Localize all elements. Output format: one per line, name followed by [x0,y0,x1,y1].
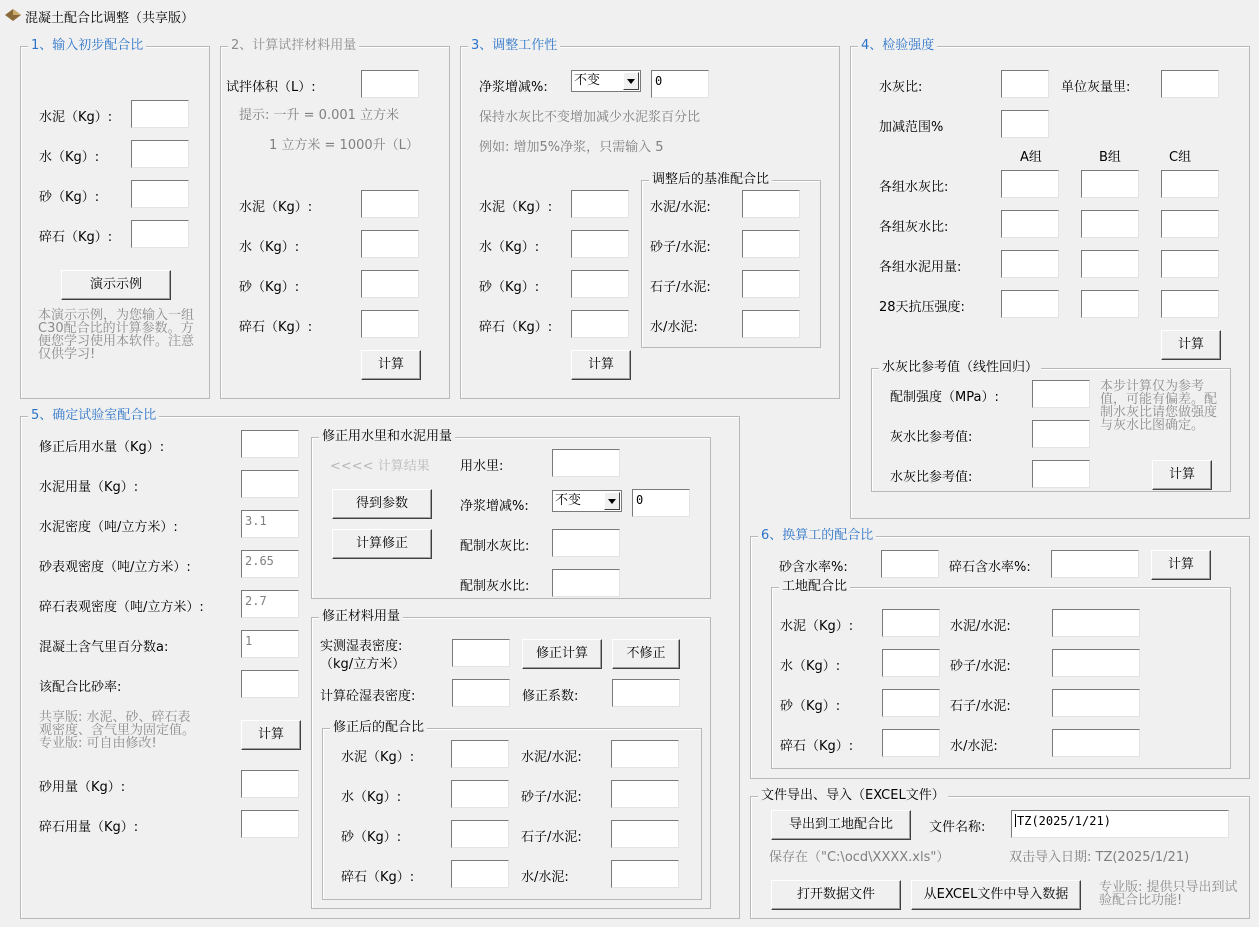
input-a-strength[interactable] [1001,290,1059,318]
paste-combo[interactable] [552,490,622,512]
no-fix-button[interactable]: 不修正 [612,639,680,669]
label-water: 水（Kg）: [239,240,300,255]
subgroup-wc-reference [871,360,1231,492]
label-water-use: 用水里: [460,459,504,474]
label-ratio-sand: 砂子/水泥: [950,659,1011,674]
label-stone: 碎石（Kg）: [341,870,415,885]
group-lab-mix [20,408,740,919]
group-title: 1、输入初步配合比 [28,38,146,54]
col-header-b: B组 [1099,150,1121,165]
input-range[interactable] [1001,110,1049,138]
label-ratio-sand: 砂子/水泥: [650,240,711,255]
output-ratio-cement[interactable] [1052,609,1140,637]
export-button[interactable]: 导出到工地配合比 [771,810,911,840]
app-icon [5,9,21,25]
input-b-wc[interactable] [1081,170,1139,198]
output-water[interactable] [882,649,940,677]
label-stone: 碎石（Kg）: [39,230,113,245]
label-target-strength: 配制强度（MPa）: [890,390,999,405]
label-group-wc: 各组水灰比: [879,180,949,195]
pro-note: 专业版: 提供只导出到试验配合比功能! [1099,880,1238,908]
label-stone-moisture: 碎石含水率%: [949,560,1031,575]
input-b-cement[interactable] [1081,250,1139,278]
label-cement: 水泥（Kg）: [780,619,854,634]
input-b-strength[interactable] [1081,290,1139,318]
text-cursor [1015,814,1016,827]
label-wc: 配制水灰比: [460,539,530,554]
label-ratio-stone: 石子/水泥: [521,830,582,845]
input-c-cement[interactable] [1161,250,1219,278]
subgroup-water-cement-fix [311,429,711,599]
group-strength-check [850,38,1250,519]
import-excel-button[interactable]: 从EXCEL文件中导入数据 [911,880,1081,910]
regression-note: 本步计算仅为参考值，可能有偏差。配制水灰比请您做强度与灰水比图确定。 [1100,379,1218,433]
input-target-strength[interactable] [1032,380,1090,408]
label-air: 混凝土含气里百分数a: [39,640,169,655]
calc-button[interactable]: 计算 [571,350,631,380]
input-measured-density[interactable] [452,639,510,667]
group-file-io [750,788,1250,919]
output-ratio-sand[interactable] [1052,649,1140,677]
input-c-wc[interactable] [1161,170,1219,198]
input-sand-moisture[interactable] [881,550,939,578]
output-ratio-water[interactable] [742,310,800,338]
input-paste[interactable]: 0 [651,70,709,98]
col-header-c: C组 [1169,150,1192,165]
hint-example: 例如: 增加5%净浆，只需输入 5 [479,140,664,155]
input-cement[interactable] [361,190,419,218]
label-sand: 砂（Kg）: [39,190,100,205]
input-c-cw[interactable] [1161,210,1219,238]
label-ratio-cement: 水泥/水泥: [950,619,1011,634]
output-computed-density[interactable] [452,679,510,707]
paste-combo[interactable] [571,70,641,92]
input-stone-amount[interactable] [241,810,299,838]
label-ratio-cement: 水泥/水泥: [521,750,582,765]
output-cement[interactable] [882,609,940,637]
label-cw: 配制灰水比: [460,579,530,594]
input-a-wc[interactable] [1001,170,1059,198]
label-cement: 水泥（Kg）: [39,110,113,125]
shareware-note: 共享版: 水泥、砂、碎石表观密度、含气里为固定值。专业版: 可自由修改! [39,710,196,751]
label-sand: 砂（Kg）: [239,280,300,295]
output-ratio-stone[interactable] [611,820,679,848]
label-sand: 砂（Kg）: [479,280,540,295]
label-ratio-stone: 石子/水泥: [950,699,1011,714]
group-title: 5、确定试验室配合比 [28,408,159,424]
subgroup-title: 水灰比参考值（线性回归） [879,360,1041,376]
subgroup-title: 修正后的配合比 [330,720,427,736]
input-stone[interactable] [131,220,189,248]
chevron-down-icon[interactable] [623,72,639,90]
input-sand[interactable] [131,180,189,208]
label-ratio-stone: 石子/水泥: [650,280,711,295]
label-group-cement: 各组水泥用量: [879,260,962,275]
input-sand[interactable] [571,270,629,298]
label-sand-density: 砂表观密度（吨/立方米）: [39,560,191,575]
group-trial-materials [220,38,450,399]
input-paste[interactable]: 0 [632,489,690,517]
output-ratio-stone[interactable] [1052,689,1140,717]
input-wc[interactable] [552,529,620,557]
label-wc: 水灰比: [879,80,923,95]
input-file-name[interactable] [1011,810,1229,838]
label-stone: 碎石（Kg）: [479,320,553,335]
label-computed-density: 计算砼湿表密度: [320,689,416,704]
output-ratio-stone[interactable] [742,270,800,298]
calc-button[interactable]: 计算 [361,350,421,380]
input-sand-density[interactable]: 2.65 [241,550,299,578]
input-sand[interactable] [361,270,419,298]
input-cement-density[interactable]: 3.1 [241,510,299,538]
group-initial-mix [20,38,210,399]
output-wc-ref[interactable] [1032,460,1090,488]
window-title: 混凝土配合比调整（共享版） [25,11,195,26]
col-header-a: A组 [1020,150,1042,165]
label-stone: 碎石（Kg）: [780,739,854,754]
demo-note: 本演示示例，为您输入一组C30配合比的计算参数。方便您学习使用本软件。注意仅供学习! [38,308,195,362]
label-water: 水（Kg）: [780,659,841,674]
label-water: 水（Kg）: [39,150,100,165]
subgroup-site-mix [771,579,1231,769]
hint-keep-ratio: 保持水灰比不变增加减少水泥浆百分比 [479,110,701,125]
chevron-down-icon[interactable] [604,492,620,510]
input-water-use[interactable] [552,449,620,477]
input-volume[interactable] [361,70,419,98]
demo-button[interactable]: 演示示例 [61,270,171,300]
label-water: 水（Kg）: [341,790,402,805]
input-a-cw[interactable] [1001,210,1059,238]
output-ratio-water[interactable] [611,860,679,888]
calc-button[interactable]: 计算 [1151,550,1211,580]
label-cement: 水泥（Kg）: [479,200,553,215]
label-paste: 净浆增减%: [479,80,548,95]
input-water[interactable] [361,230,419,258]
output-cw-ref[interactable] [1032,420,1090,448]
input-a-cement[interactable] [1001,250,1059,278]
input-cement[interactable] [571,190,629,218]
group-title: 3、调整工作性 [468,38,560,54]
input-unit-ash[interactable] [1161,70,1219,98]
input-stone-density[interactable]: 2.7 [241,590,299,618]
label-file-name: 文件名称: [929,820,986,835]
label-volume: 试拌体积（L）: [226,80,316,95]
input-cement-amount[interactable] [241,470,299,498]
combo-value: 不变 [574,73,601,88]
label-water-after: 修正后用水量（Kg）: [39,440,165,455]
label-paste: 净浆增减%: [460,499,529,514]
label-ratio-water: 水/水泥: [521,870,569,885]
label-stone: 碎石（Kg）: [239,320,313,335]
input-wc[interactable] [1001,70,1049,98]
subgroup-base-mix [641,172,821,348]
calc-button[interactable]: 计算 [1161,330,1221,360]
output-sand[interactable] [451,820,509,848]
group-title: 2、计算试拌材料用量 [228,38,359,54]
input-water[interactable] [571,230,629,258]
calc-button[interactable]: 计算 [241,720,301,750]
output-sand[interactable] [882,689,940,717]
input-c-strength[interactable] [1161,290,1219,318]
label-28d-strength: 28天抗压强度: [879,300,965,315]
label-sand: 砂（Kg）: [341,830,402,845]
label-wc-ref: 水灰比参考值: [890,470,973,485]
combo-value: 不变 [555,493,582,508]
label-sand-rate: 该配合比砂率: [39,680,122,695]
result-link[interactable]: <<<< 计算结果 [330,459,430,474]
label-cement: 水泥（Kg）: [239,200,313,215]
input-sand-amount[interactable] [241,770,299,798]
label-ratio-water: 水/水泥: [950,739,998,754]
label-group-cw: 各组灰水比: [879,220,949,235]
input-air[interactable]: 1 [241,630,299,658]
hint-liter: 提示: 一升 = 0.001 立方米 [239,108,400,123]
group-title: 6、换算工的配合比 [758,528,876,544]
label-water: 水（Kg）: [479,240,540,255]
input-water-after[interactable] [241,430,299,458]
input-stone[interactable] [571,310,629,338]
label-ratio-cement: 水泥/水泥: [650,200,711,215]
import-date-text: 双击导入日期: TZ(2025/1/21) [1009,850,1190,865]
output-ratio-water[interactable] [1052,729,1140,757]
output-stone[interactable] [451,860,509,888]
input-sand-rate[interactable] [241,670,299,698]
label-stone-amount: 碎石用量（Kg）: [39,820,139,835]
output-ratio-cement[interactable] [742,190,800,218]
group-workability [460,38,840,399]
label-cement-density: 水泥密度（吨/立方米）: [39,520,178,535]
subgroup-title: 修正用水里和水泥用量 [319,429,455,445]
fix-calc-button[interactable]: 修正计算 [522,639,602,669]
output-ratio-cement[interactable] [611,740,679,768]
subgroup-title: 修正材料用量 [319,609,403,625]
open-data-button[interactable]: 打开数据文件 [771,880,901,910]
subgroup-material-fix [311,609,711,909]
label-unit-ash: 单位灰量里: [1061,80,1131,95]
input-cement[interactable] [131,100,189,128]
output-ratio-sand[interactable] [611,780,679,808]
file-name-value: TZ(2025/1/21) [1017,814,1111,828]
label-coef: 修正系数: [522,689,579,704]
output-ratio-sand[interactable] [742,230,800,258]
calc-ref-button[interactable]: 计算 [1152,460,1212,490]
label-stone-density: 碎石表观密度（吨/立方米）: [39,600,204,615]
calc-fix-button[interactable]: 计算修正 [332,529,432,559]
label-sand-amount: 砂用量（Kg）: [39,780,126,795]
input-cw[interactable] [552,569,620,597]
save-path-text: 保存在（"C:\ocd\XXXX.xls"） [769,850,950,865]
label-measured-unit: （kg/立方米） [320,657,406,672]
output-water[interactable] [451,780,509,808]
input-b-cw[interactable] [1081,210,1139,238]
label-ratio-water: 水/水泥: [650,320,698,335]
subgroup-corrected-mix [322,720,702,900]
label-sand-moisture: 砂含水率%: [779,560,848,575]
input-water[interactable] [131,140,189,168]
label-sand: 砂（Kg）: [780,699,841,714]
title-bar [0,0,1259,30]
subgroup-title: 工地配合比 [779,579,850,595]
label-cement: 水泥（Kg）: [341,750,415,765]
label-cw-ref: 灰水比参考值: [890,430,973,445]
input-stone-moisture[interactable] [1051,550,1139,578]
input-stone[interactable] [361,310,419,338]
output-cement[interactable] [451,740,509,768]
get-params-button[interactable]: 得到参数 [332,489,432,519]
label-range: 加减范围% [879,120,944,135]
label-measured-density: 实测湿表密度: [320,639,403,654]
label-ratio-sand: 砂子/水泥: [521,790,582,805]
group-site-mix [750,528,1250,779]
group-title: 文件导出、导入（EXCEL文件） [758,788,948,804]
group-title: 4、检验强度 [858,38,937,54]
hint-cubic: 1 立方米 = 1000升（L） [269,138,419,153]
label-cement-amount: 水泥用量（Kg）: [39,480,139,495]
output-coef[interactable] [612,679,680,707]
output-stone[interactable] [882,729,940,757]
subgroup-title: 调整后的基准配合比 [649,172,772,188]
